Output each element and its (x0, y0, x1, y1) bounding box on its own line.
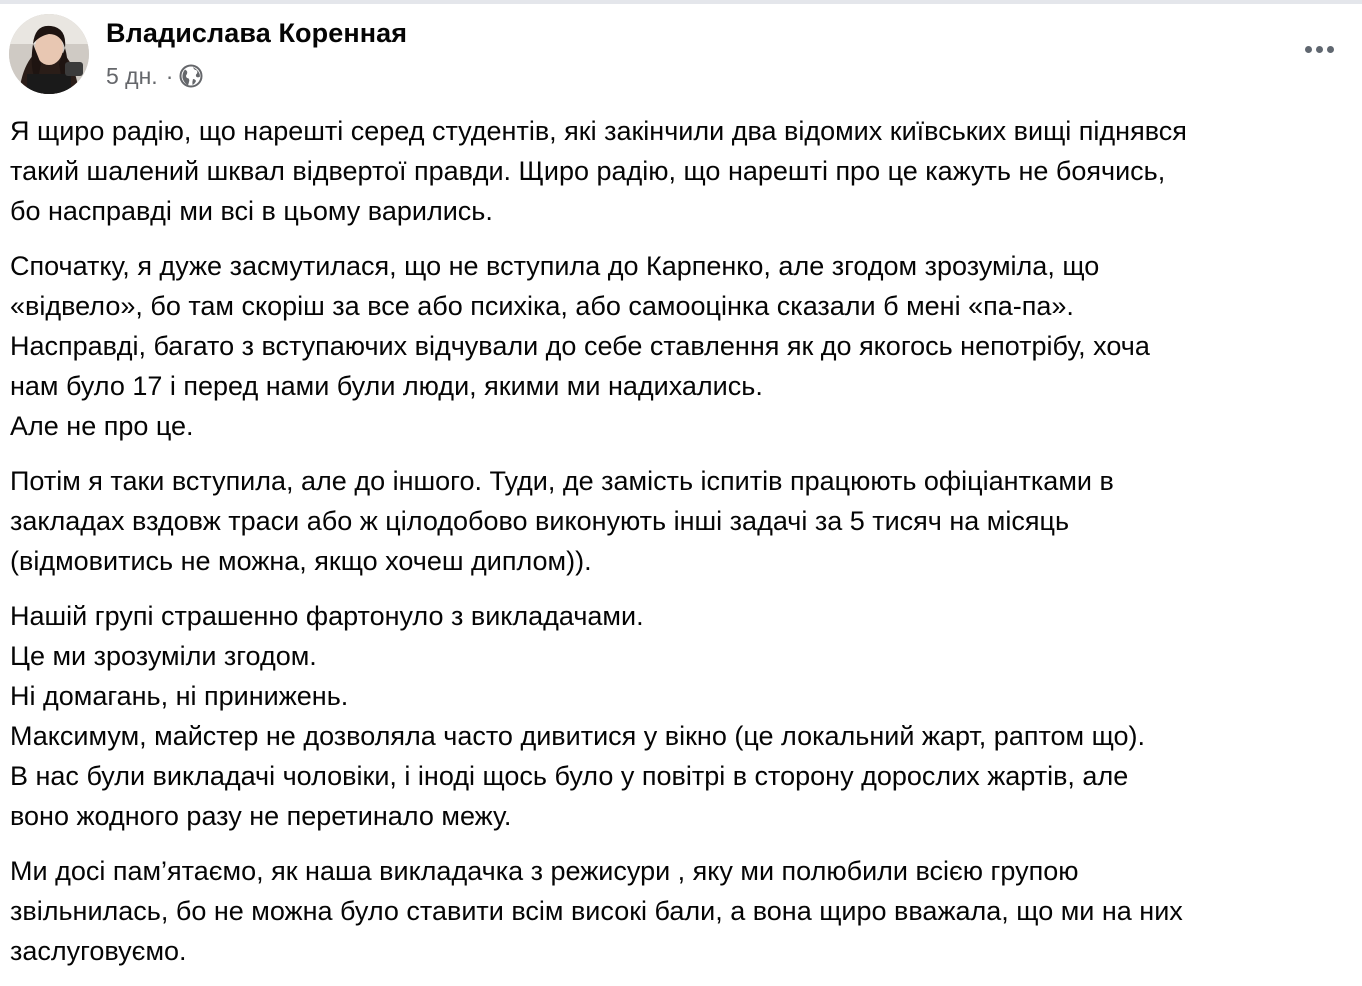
post-text-line: В нас були викладачі чоловіки, і іноді щось було у повітрі в сторону дорослих жартів, але (10, 761, 1129, 791)
post-text-line: нам було 17 і перед нами були люди, якими ми надихались. (10, 371, 763, 401)
post-paragraph (10, 596, 1362, 836)
author-name[interactable]: Владислава Коренная (106, 18, 408, 48)
post-paragraph (10, 111, 1362, 231)
post-text-line: Але не про це. (10, 411, 194, 441)
post-text-line: Нашій групі страшенно фартонуло з викладачами. (10, 601, 644, 631)
post-text-line: закладах вздовж траси або ж цілодобово виконують інші задачі за 5 тисяч на місяць (10, 506, 1070, 536)
post-paragraph (10, 246, 1362, 446)
post-text-line: Максимум, майстер не дозволяла часто дивитися у вікно (це локальний жарт, раптом що). (10, 721, 1146, 751)
post-text-line: Я щиро радію, що нарешті серед студентів, які закінчили два відомих київських вищі піднявся (10, 116, 1187, 146)
meta-separator: · (165, 62, 174, 89)
post-text-line: Це ми зрозуміли згодом. (10, 641, 317, 671)
post-text-line: заслуговуємо. (10, 936, 187, 966)
avatar-photo (9, 14, 89, 94)
post-timestamp[interactable]: 5 дн. (106, 62, 158, 89)
post-text-line: Насправді, багато з вступаючих відчували до себе ставлення як до якогось непотрібу, хоча (10, 331, 1150, 361)
post-paragraph (10, 461, 1362, 581)
post-meta (106, 60, 203, 92)
post-text-line: Ми досі пам’ятаємо, як наша викладачка з режисури , яку ми полюбили всією групою (10, 856, 1079, 886)
globe-icon[interactable] (179, 64, 203, 88)
more-options-icon-dot (1327, 46, 1334, 53)
post-text-line: «відвело», бо там скоріш за все або психіка, або самооцінка сказали б мені «па-па». (10, 291, 1074, 321)
post-text-line: такий шалений шквал відвертої правди. Щиро радію, що нарешті про це кажуть не боячись, (10, 156, 1166, 186)
more-options-icon-dot (1316, 46, 1323, 53)
post-paragraph (10, 851, 1362, 971)
post-text-line: Спочатку, я дуже засмутилася, що не вступила до Карпенко, але згодом зрозуміла, що (10, 251, 1100, 281)
post-text-line: звільнилась, бо не можна було ставити всім високі бали, а вона щиро вважала, що ми на них (10, 896, 1183, 926)
post-text-line: воно жодного разу не перетинало межу. (10, 801, 512, 831)
post-text (10, 111, 1362, 986)
avatar[interactable] (9, 14, 89, 94)
more-options-icon-dot (1305, 46, 1312, 53)
post-text-line: Ні домагань, ні принижень. (10, 681, 349, 711)
post-text-line: (відмовитись не можна, якщо хочеш диплом)). (10, 546, 592, 576)
post-text-line: бо насправді ми всі в цьому варились. (10, 196, 493, 226)
post-text-line: Потім я таки вступила, але до іншого. Туди, де замість іспитів працюють офіціантками в (10, 466, 1114, 496)
more-options-button[interactable] (1296, 34, 1342, 64)
